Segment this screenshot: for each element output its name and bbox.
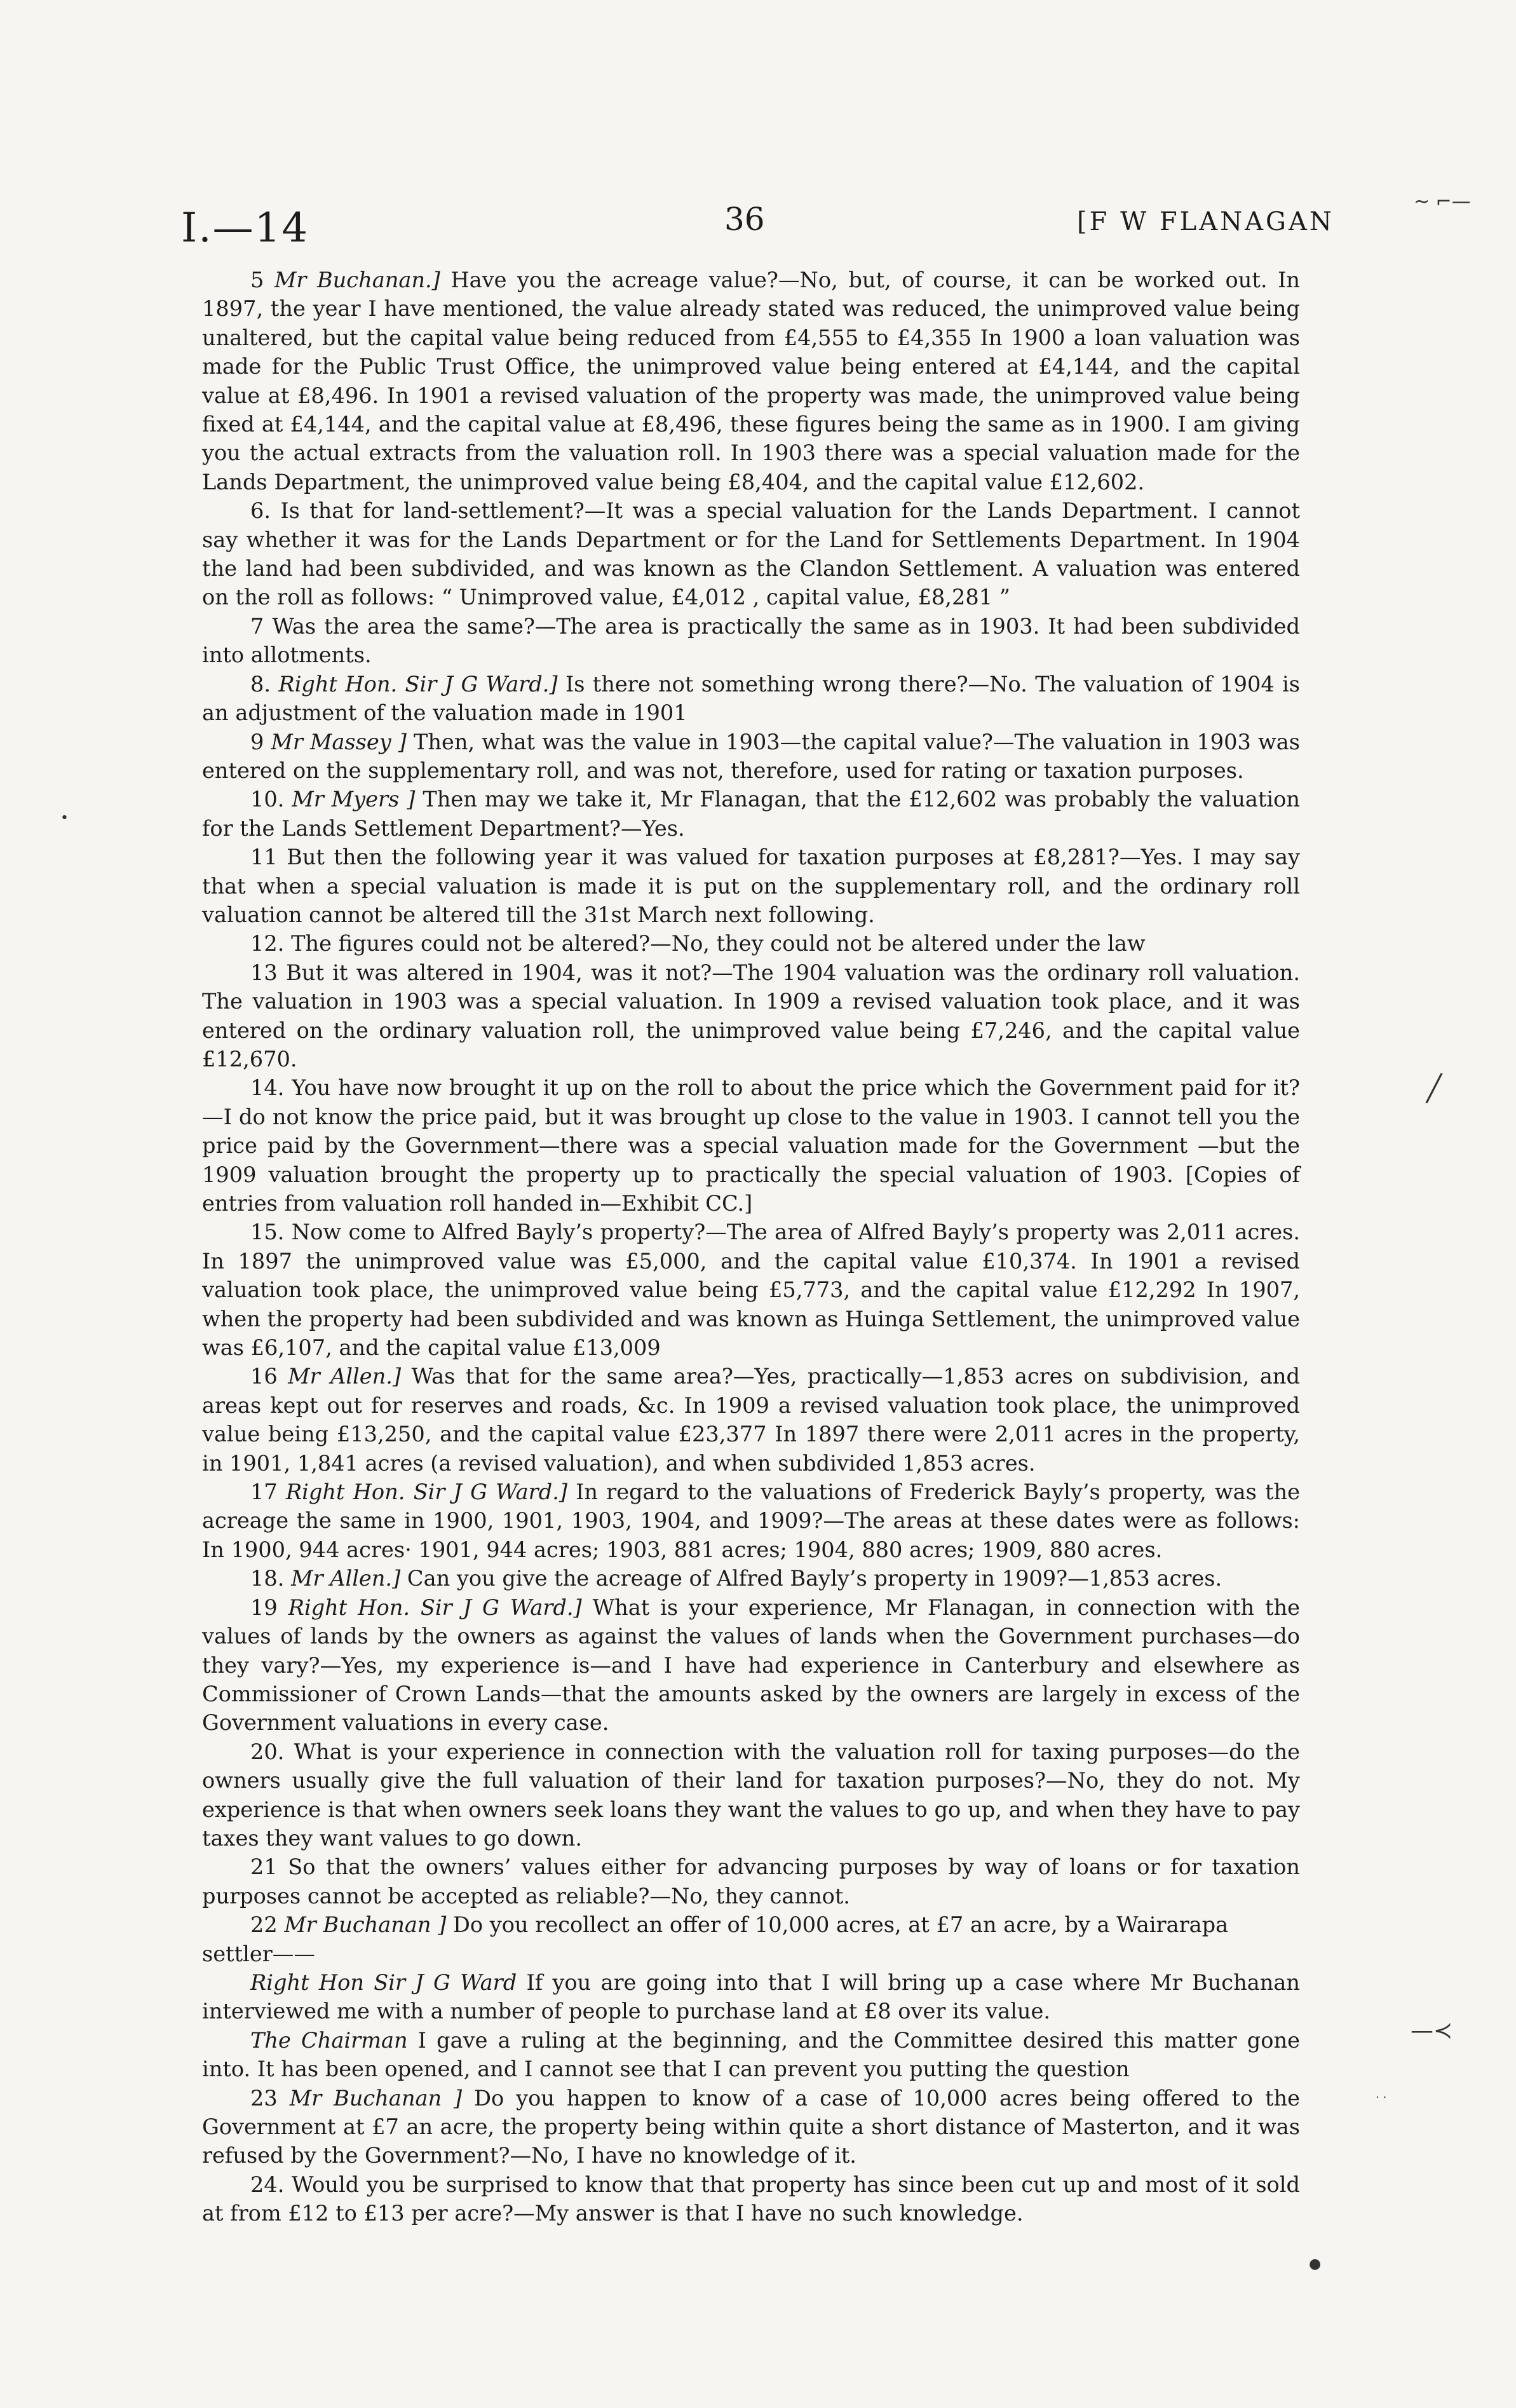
- paragraph-text: Is there not something wrong there?—No. The valuation of 1904 is an adjustment of the valuation made in 1901: [202, 671, 1300, 726]
- paragraph-text: If you are going into that I will bring up a case where Mr Buchanan interviewed me with a number of people to purchase land at £8 over its value.: [202, 1969, 1300, 2024]
- paragraph: [202, 1910, 1300, 1939]
- speaker: Mr Buchanan ]: [284, 1912, 447, 1938]
- question-number: 22: [250, 1912, 278, 1938]
- paragraph-text: I gave a ruling at the beginning, and the Committee desired this matter gone into. It has been opened, and I cannot see that I can prevent you putting the question: [202, 2027, 1300, 2082]
- paragraph: [202, 2170, 1300, 2228]
- question-number: 17: [250, 1479, 278, 1505]
- question-number: 12.: [250, 931, 285, 956]
- paragraph-text: Now come to Alfred Bayly’s property?—The area of Alfred Bayly’s property was 2,011 acres. In 1897 the unimproved value was £5,000, and the capital value £10,374. In 1901 a revised valuation took place, the unimproved value being £5,773, and the capital value £12,292 In 1907, when the property had been subdivided and was known as Huinga Settlement, the unimproved value was £6,107, and the capital value £13,009: [202, 1220, 1300, 1361]
- question-number: 15.: [250, 1220, 285, 1245]
- speaker: Mr Allen.]: [291, 1566, 401, 1591]
- margin-dot-mark: · ·: [1376, 2091, 1387, 2104]
- paper-reference: I.—14: [181, 205, 309, 252]
- witness-name: [F W FLANAGAN: [1077, 207, 1334, 236]
- question-number: 14.: [250, 1075, 285, 1101]
- margin-dot-mark: ●: [1309, 2256, 1322, 2272]
- question-number: 16: [250, 1364, 278, 1389]
- speaker: Right Hon Sir J G Ward: [250, 1969, 517, 1995]
- speaker: Right Hon. Sir J G Ward.]: [285, 1479, 567, 1505]
- paragraph-text: Do you recollect an offer of 10,000 acres, at £7 an acre, by a Wairarapa: [446, 1912, 1229, 1938]
- page-header: [0, 191, 1516, 261]
- paragraph: [202, 1218, 1300, 1362]
- paragraph: [202, 1940, 1300, 1968]
- paragraph-text: Would you be surprised to know that that property has since been cut up and most of it sold at from £12 to £13 per acre?—My answer is that I have no such knowledge.: [202, 2172, 1300, 2226]
- paragraph-text: You have now brought it up on the roll to about the price which the Government paid for it?—I do not know the price paid, but it was brought up close to the value in 1903. I cannot tell you the price paid by the Government—there was a special valuation made for the Government —but the 1909 valuation brought the property up to practically the special valuation of 1903. [Copies of entries from valuation roll handed in—Exhibit CC.]: [202, 1075, 1300, 1216]
- speaker: Mr Myers ]: [292, 787, 416, 812]
- speaker: Mr Massey ]: [271, 729, 407, 754]
- paragraph-text: But then the following year it was valued for taxation purposes at £8,281?—Yes. I may say that when a special valuation is made it is put on the supplementary roll, and the ordinary roll valuation cannot be altered till the 31st March next following.: [202, 845, 1300, 927]
- paragraph-text: The figures could not be altered?—No, they could not be altered under the law: [284, 931, 1146, 956]
- paragraph-text: So that the owners’ values either for advancing purposes by way of loans or for taxation purposes cannot be accepted as reliable?—No, they cannot.: [202, 1854, 1300, 1908]
- paragraph-text: What is your experience in connection with the valuation roll for taxing purposes—do the owners usually give the full valuation of their land for taxation purposes?—No, they do not. My experience is that when owners seek loans they want the values to go up, and when they have to pay taxes they want values to go down.: [202, 1739, 1300, 1851]
- paragraph-text: Is that for land-settlement?—It was a special valuation for the Lands Department. I cannot say whether it was for the Lands Department or for the Land for Settlements Department. In 1904 the land had been subdivided, and was known as the Clandon Settlement. A valuation was entered on the roll as follows: “ Unimproved value, £4,012 , capital value, £8,281 ”: [202, 498, 1300, 610]
- paragraph: [202, 1564, 1300, 1593]
- speaker: Right Hon. Sir J G Ward.]: [288, 1595, 582, 1620]
- paragraph: [202, 1738, 1300, 1853]
- paragraph: [202, 496, 1300, 612]
- question-number: 10.: [250, 787, 285, 812]
- question-number: 19: [250, 1595, 278, 1620]
- testimony-body: [202, 266, 1300, 2228]
- paragraph-text: But it was altered in 1904, was it not?—The 1904 valuation was the ordinary roll valuation. The valuation in 1903 was a special valuation. In 1909 a revised valuation took place, and it was entered on the ordinary valuation roll, the unimproved value being £7,246, and the capital value £12,670.: [202, 960, 1300, 1071]
- paragraph: [202, 929, 1300, 958]
- margin-pen-mark: ╱: [1426, 1074, 1442, 1103]
- margin-dot-mark: •: [60, 810, 69, 826]
- question-number: 5: [250, 268, 264, 292]
- paragraph-text: Was the area the same?—The area is practically the same as in 1903. It had been subdivided into allotments.: [202, 613, 1300, 668]
- question-number: 11: [250, 845, 278, 870]
- paragraph: [202, 2026, 1300, 2084]
- paragraph-text: What is your experience, Mr Flanagan, in connection with the values of lands by the owners as against the values of lands when the Government purchases—do they vary?—Yes, my experience is—and I have had experience in Canterbury and elsewhere as Commissioner of Crown Lands—that the amounts asked by the owners are largely in excess of the Government valuations in every case.: [202, 1595, 1300, 1736]
- paragraph-text: Then may we take it, Mr Flanagan, that the £12,602 was probably the valuation for the Lands Settlement Department?—Yes.: [202, 787, 1300, 841]
- question-number: 8.: [250, 671, 271, 697]
- question-number: 18.: [250, 1566, 285, 1591]
- paragraph-text: Was that for the same area?—Yes, practically—1,853 acres on subdivision, and areas kept out for reserves and roads, &c. In 1909 a revised valuation took place, the unimproved value being £13,250, and the capital value £23,377 In 1897 there were 2,011 acres in the property, in 1901, 1,841 acres (a revised valuation), and when subdivided 1,853 acres.: [202, 1364, 1300, 1476]
- speaker: Mr Buchanan ]: [289, 2085, 463, 2111]
- question-number: 13: [250, 960, 278, 985]
- speaker: Mr Allen.]: [288, 1364, 402, 1389]
- page-number: 36: [724, 201, 765, 238]
- paragraph: [202, 670, 1300, 728]
- paragraph: [202, 612, 1300, 670]
- question-number: 7: [250, 613, 264, 639]
- speaker: Mr Buchanan.]: [274, 268, 440, 292]
- margin-scratch-mark: ~ ⌐—: [1414, 191, 1471, 213]
- speaker: Right Hon. Sir J G Ward.]: [278, 671, 558, 697]
- paragraph: [202, 728, 1300, 786]
- paragraph: [202, 1478, 1300, 1564]
- paragraph: [202, 958, 1300, 1074]
- paragraph-text: Do you happen to know of a case of 10,000 acres being offered to the Government at £7 an acre, the property being within quite a short distance of Masterton, and it was refused by the Government?—No, I have no knowledge of it.: [202, 2085, 1301, 2168]
- paragraph: [202, 785, 1300, 843]
- question-number: 24.: [250, 2172, 285, 2197]
- paragraph: [202, 2084, 1300, 2170]
- margin-pen-mark: —≺: [1411, 2018, 1453, 2044]
- question-number: 20.: [250, 1739, 285, 1764]
- speaker: The Chairman: [250, 2027, 408, 2053]
- paragraph-text: Then, what was the value in 1903—the capital value?—The valuation in 1903 was entered on the supplementary roll, and was not, therefore, used for rating or taxation purposes.: [202, 729, 1300, 783]
- paragraph-text: In regard to the valuations of Frederick Bayly’s property, was the acreage the same in 1900, 1901, 1903, 1904, and 1909?—The areas at these dates were as follows: In 1900, 944 acres· 1901, 944 acres; 1903, 881 acres; 1904, 880 acres; 1909, 880 acres.: [202, 1479, 1300, 1562]
- question-number: 9: [250, 729, 264, 754]
- paragraph-text: Can you give the acreage of Alfred Bayly’s property in 1909?—1,853 acres.: [400, 1566, 1222, 1591]
- question-number: 21: [250, 1854, 278, 1880]
- paragraph: [202, 1593, 1300, 1738]
- paragraph-text: Have you the acreage value?—No, but, of course, it can be worked out. In 1897, the year I have mentioned, the value already stated was reduced, the unimproved value being unaltered, but the capital value being reduced from £4,555 to £4,355 In 1900 a loan valuation was made for the Public Trust Office, the unimproved value being entered at £4,144, and the capital value at £8,496. In 1901 a revised valuation of the property was made, the unimproved value being fixed at £4,144, and the capital value at £8,496, these figures being the same as in 1900. I am giving you the actual extracts from the valuation roll. In 1903 there was a special valuation made for the Lands Department, the unimproved value being £8,404, and the capital value £12,602.: [202, 268, 1300, 494]
- question-number: 23: [250, 2085, 278, 2111]
- question-number: 6.: [250, 498, 271, 524]
- paragraph: [202, 1362, 1300, 1478]
- paragraph-text: settler——: [202, 1941, 315, 1966]
- paragraph: [202, 266, 1300, 496]
- paragraph: [202, 1853, 1300, 1910]
- paragraph: [202, 843, 1300, 929]
- paragraph: [202, 1073, 1300, 1218]
- paragraph: [202, 1968, 1300, 2026]
